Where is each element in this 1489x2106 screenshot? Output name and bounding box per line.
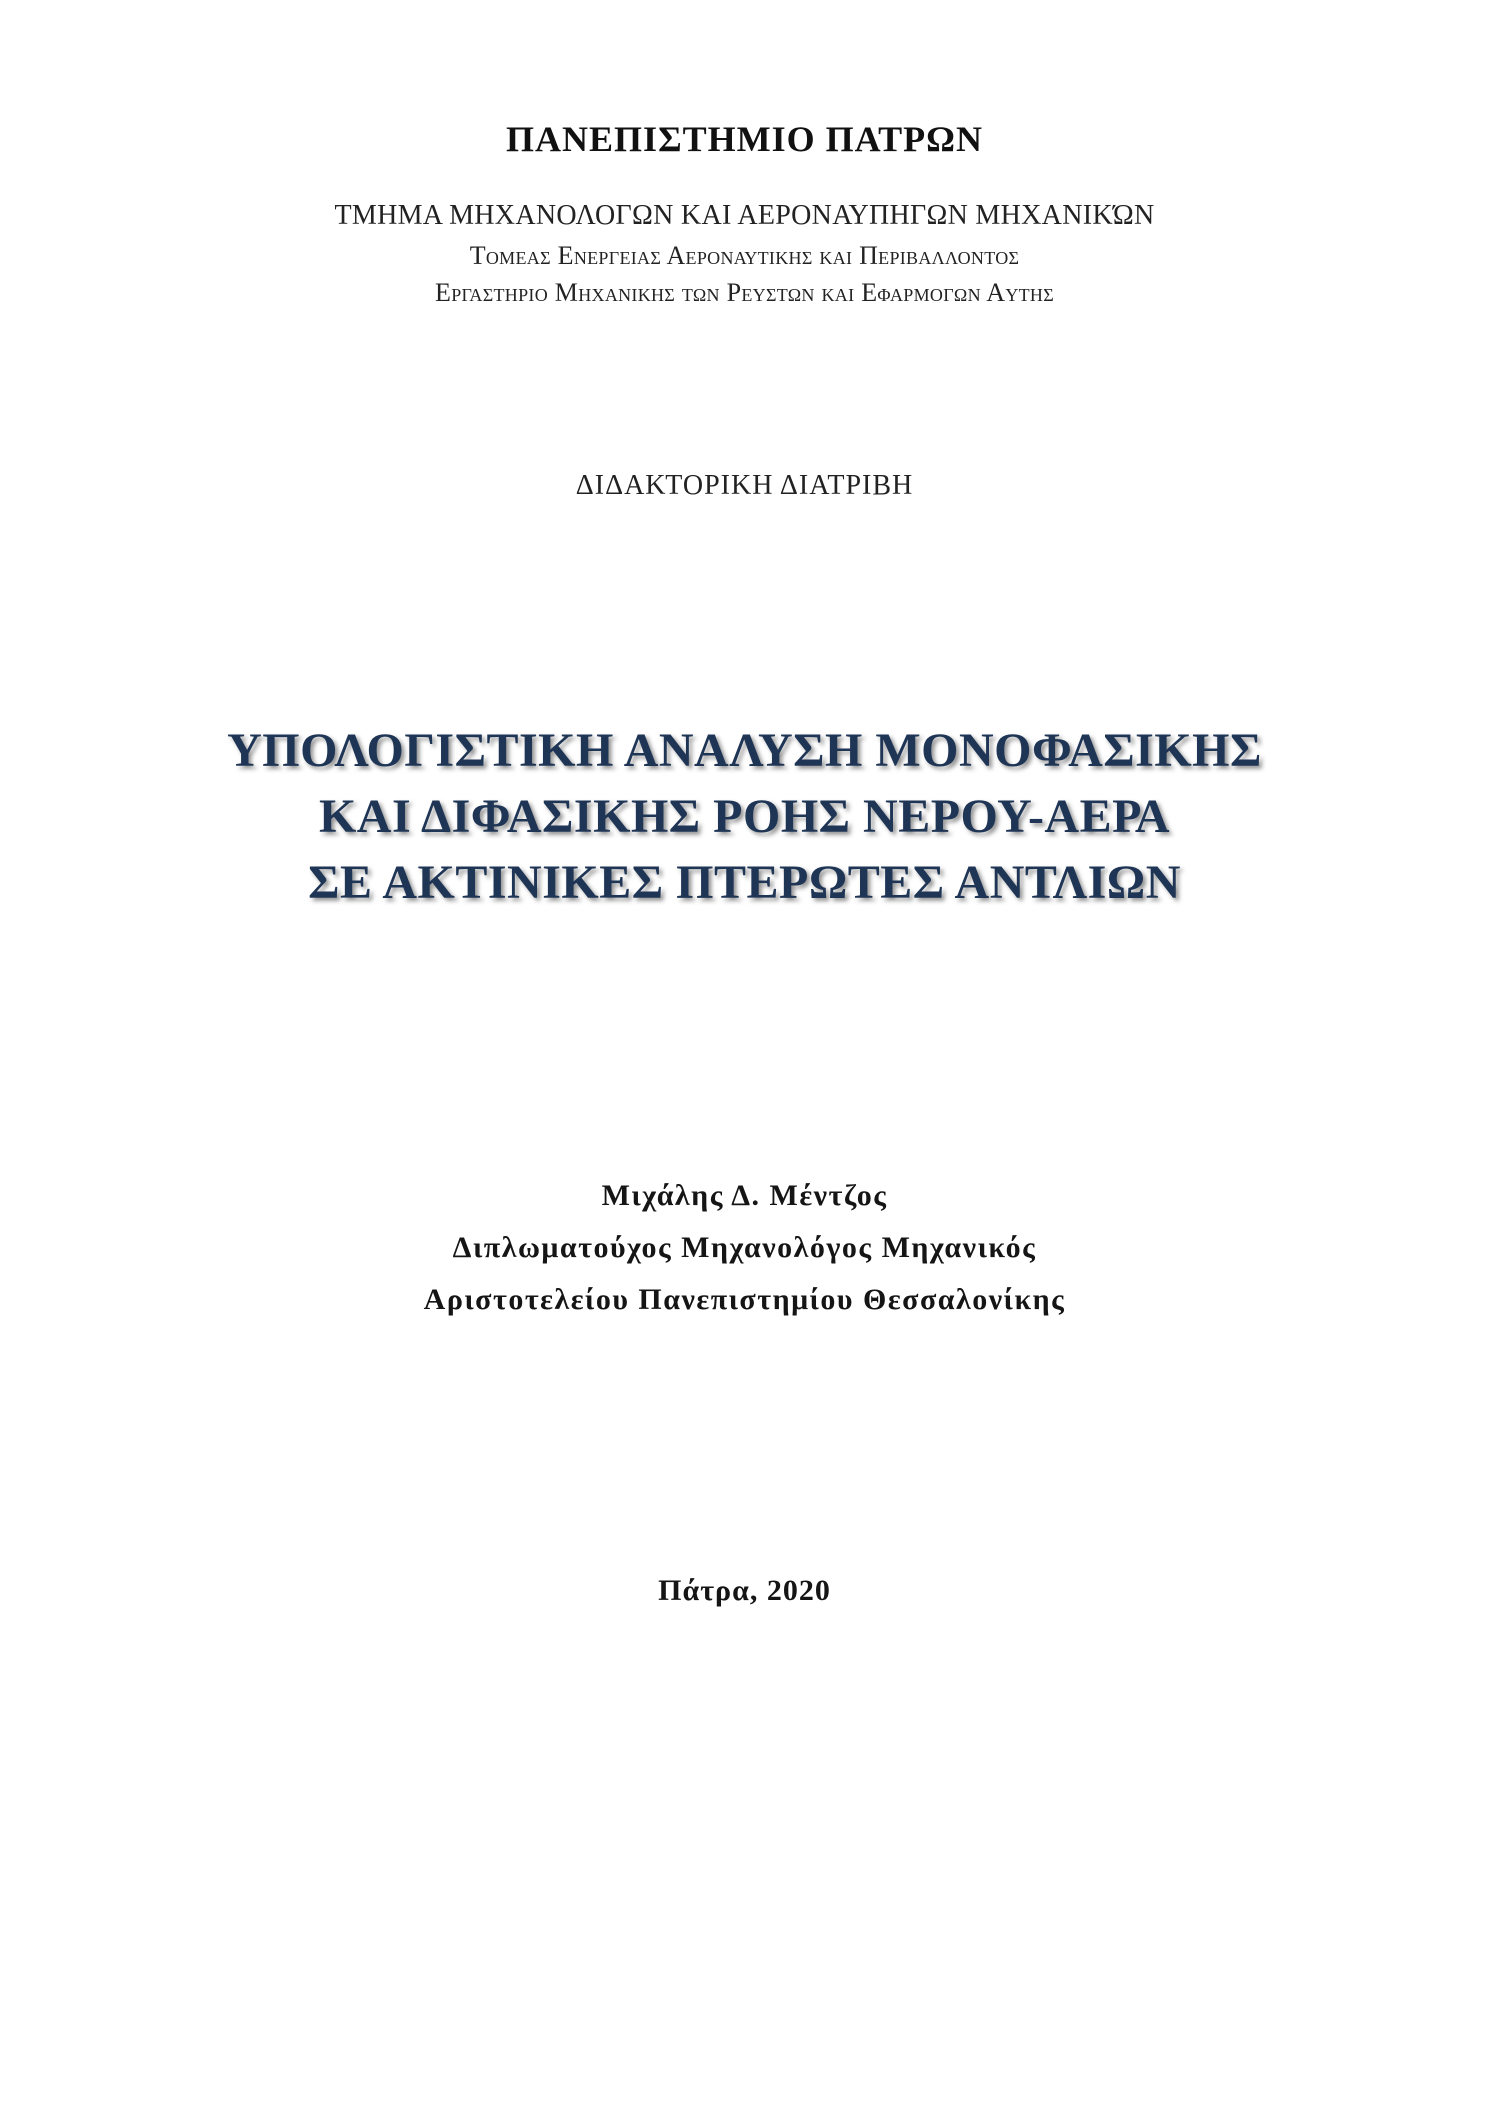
sector-name: Τομεας Ενεργειας Αεροναυτικης και Περιβαλλοντος bbox=[469, 241, 1020, 270]
department-name: ΤΜΗΜΑ ΜΗΧΑΝΟΛΟΓΩΝ ΚΑΙ ΑΕΡΟΝΑΥΠΗΓΩΝ ΜΗΧΑΝΙΚΏΝ bbox=[334, 200, 1155, 231]
laboratory-name: Εργαστηριο Μηχανικης των Ρευστων και Εφαρμογων Αυτης bbox=[435, 278, 1054, 307]
thesis-title-line-3: ΣΕ ΑΚΤΙΝΙΚΕΣ ΠΤΕΡΩΤΕΣ ΑΝΤΛΙΩΝ bbox=[308, 856, 1181, 909]
author-name: Μιχάλης Δ. Μέντζος bbox=[601, 1179, 888, 1212]
university-name: ΠΑΝΕΠΙΣΤΗΜΙΟ ΠΑΤΡΩΝ bbox=[506, 119, 983, 159]
author-institution: Αριστοτελείου Πανεπιστημίου Θεσσαλονίκης bbox=[423, 1283, 1066, 1316]
author-block bbox=[0, 1170, 1489, 1326]
place-and-date: Πάτρα, 2020 bbox=[658, 1574, 831, 1607]
thesis-title bbox=[0, 718, 1489, 916]
thesis-title-line-2: ΚΑΙ ΔΙΦΑΣΙΚΗΣ ΡΟΗΣ ΝΕΡΟΥ-ΑΕΡΑ bbox=[318, 790, 1171, 843]
thesis-type: ΔΙΔΑΚΤΟΡΙΚΗ ΔΙΑΤΡΙΒΗ bbox=[575, 470, 914, 501]
author-degree: Διπλωματούχος Μηχανολόγος Μηχανικός bbox=[452, 1231, 1037, 1264]
thesis-title-line-1: ΥΠΟΛΟΓΙΣΤΙΚΗ ΑΝΑΛΥΣΗ ΜΟΝΟΦΑΣΙΚΗΣ bbox=[227, 724, 1262, 777]
